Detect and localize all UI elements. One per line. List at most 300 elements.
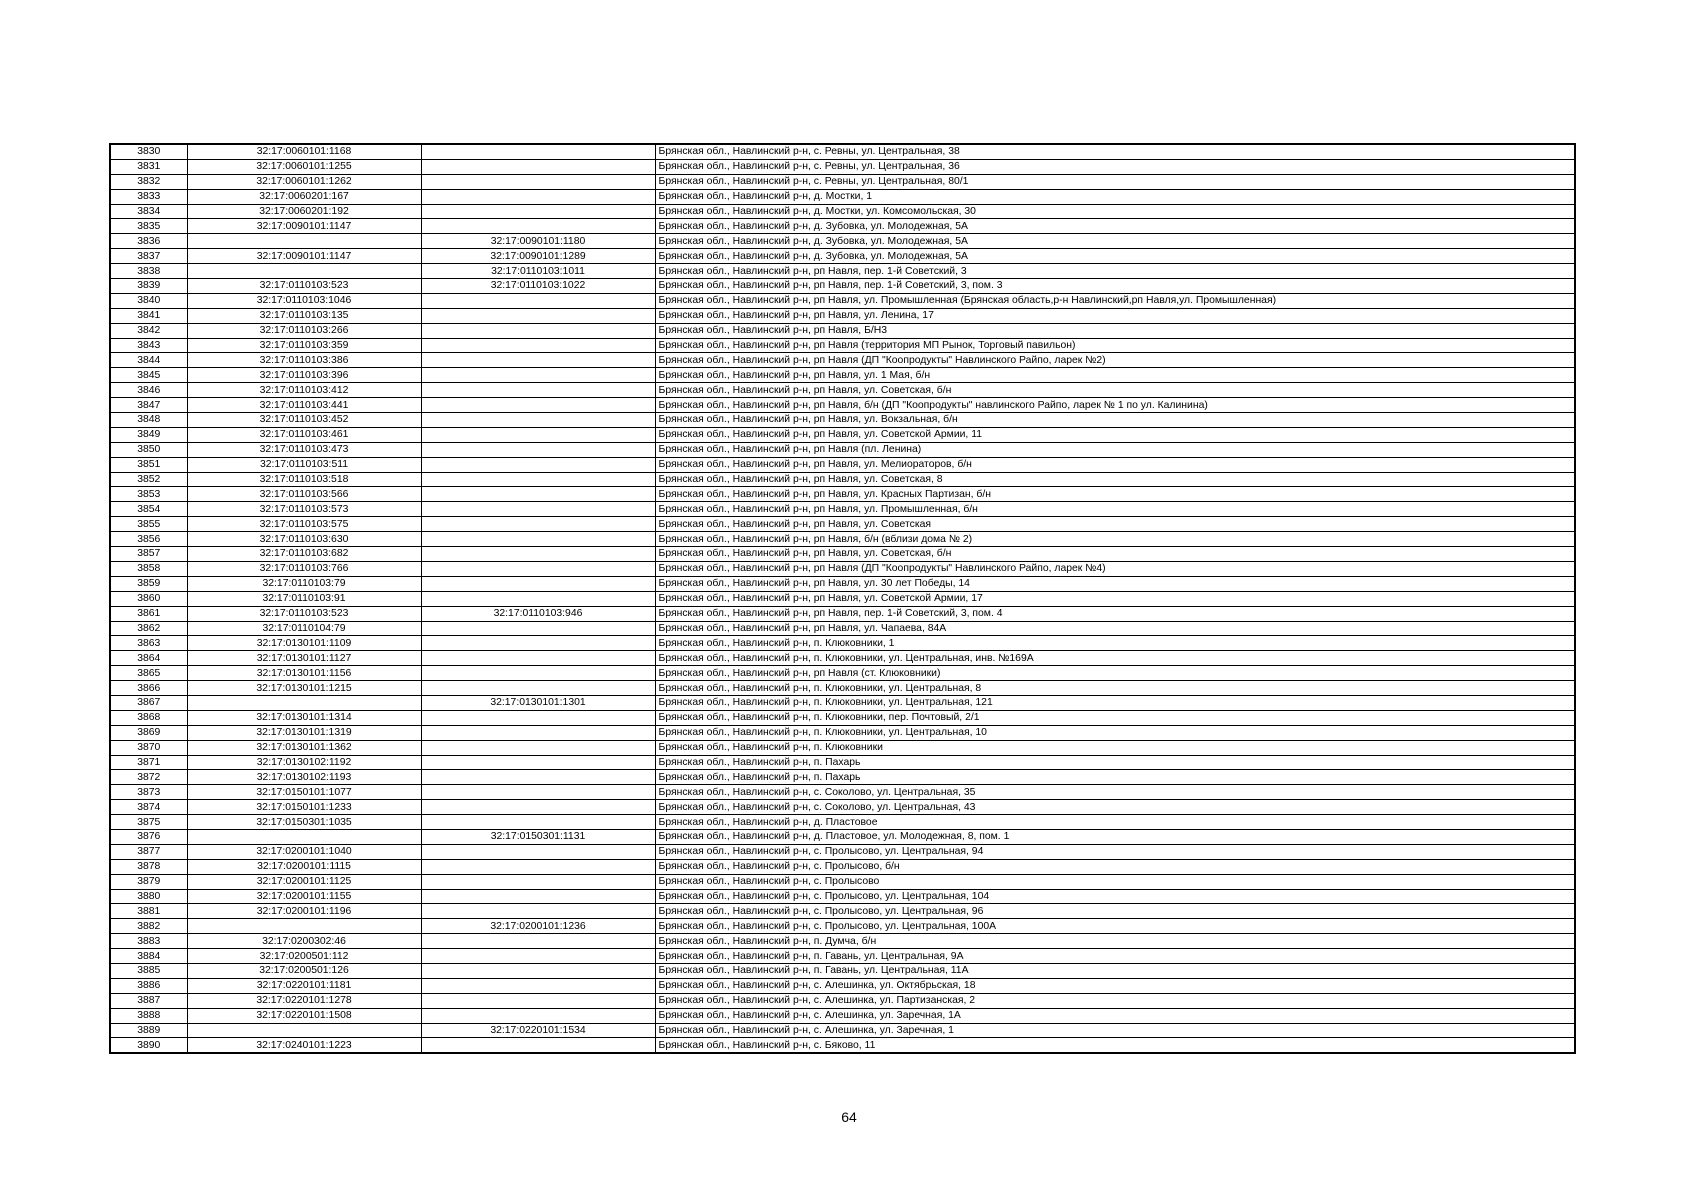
address-cell: Брянская обл., Навлинский р-н, рп Навля, б/н (ДП "Коопродукты" навлинского Райпо, ларек № 1 по ул. Калинина) xyxy=(655,398,1575,413)
premises-cadastral-number-cell xyxy=(421,815,655,830)
premises-cadastral-number-cell xyxy=(421,219,655,234)
address-cell: Брянская обл., Навлинский р-н, п. Клюковники, пер. Почтовый, 2/1 xyxy=(655,710,1575,725)
row-number-cell: 3883 xyxy=(110,934,187,949)
table-row xyxy=(110,963,1575,978)
cadastral-number-cell: 32:17:0220101:1181 xyxy=(187,978,421,993)
address-cell: Брянская обл., Навлинский р-н, рп Навля, ул. Промышленная, б/н xyxy=(655,502,1575,517)
address-cell: Брянская обл., Навлинский р-н, п. Гавань, ул. Центральная, 9А xyxy=(655,949,1575,964)
cadastral-number-cell: 32:17:0220101:1508 xyxy=(187,1008,421,1023)
address-cell: Брянская обл., Навлинский р-н, с. Пролысово, б/н xyxy=(655,859,1575,874)
row-number-cell: 3856 xyxy=(110,532,187,547)
table-row xyxy=(110,159,1575,174)
row-number-cell: 3845 xyxy=(110,368,187,383)
premises-cadastral-number-cell xyxy=(421,859,655,874)
table-row xyxy=(110,234,1575,249)
address-cell: Брянская обл., Навлинский р-н, рп Навля, ул. Красных Партизан, б/н xyxy=(655,487,1575,502)
cadastral-number-cell xyxy=(187,919,421,934)
row-number-cell: 3831 xyxy=(110,159,187,174)
premises-cadastral-number-cell xyxy=(421,874,655,889)
registry-table-body xyxy=(110,144,1575,1053)
premises-cadastral-number-cell xyxy=(421,472,655,487)
premises-cadastral-number-cell xyxy=(421,889,655,904)
premises-cadastral-number-cell xyxy=(421,681,655,696)
table-row xyxy=(110,606,1575,621)
address-cell: Брянская обл., Навлинский р-н, п. Клюковники, ул. Центральная, 8 xyxy=(655,681,1575,696)
row-number-cell: 3852 xyxy=(110,472,187,487)
premises-cadastral-number-cell xyxy=(421,398,655,413)
premises-cadastral-number-cell xyxy=(421,978,655,993)
cadastral-number-cell: 32:17:0110103:523 xyxy=(187,606,421,621)
table-row xyxy=(110,829,1575,844)
address-cell: Брянская обл., Навлинский р-н, с. Пролысово, ул. Центральная, 96 xyxy=(655,904,1575,919)
premises-cadastral-number-cell xyxy=(421,591,655,606)
address-cell: Брянская обл., Навлинский р-н, с. Алешинка, ул. Октябрьская, 18 xyxy=(655,978,1575,993)
cadastral-number-cell: 32:17:0110103:412 xyxy=(187,383,421,398)
cadastral-number-cell: 32:17:0110103:452 xyxy=(187,413,421,428)
row-number-cell: 3854 xyxy=(110,502,187,517)
table-row xyxy=(110,144,1575,159)
address-cell: Брянская обл., Навлинский р-н, рп Навля, ул. Советская xyxy=(655,517,1575,532)
table-row xyxy=(110,591,1575,606)
table-row xyxy=(110,651,1575,666)
premises-cadastral-number-cell: 32:17:0200101:1236 xyxy=(421,919,655,934)
table-row xyxy=(110,487,1575,502)
table-row xyxy=(110,904,1575,919)
address-cell: Брянская обл., Навлинский р-н, д. Мостки, 1 xyxy=(655,189,1575,204)
address-cell: Брянская обл., Навлинский р-н, п. Пахарь xyxy=(655,770,1575,785)
cadastral-number-cell: 32:17:0130101:1109 xyxy=(187,636,421,651)
premises-cadastral-number-cell xyxy=(421,710,655,725)
cadastral-number-cell: 32:17:0150101:1233 xyxy=(187,800,421,815)
table-row xyxy=(110,457,1575,472)
table-row xyxy=(110,502,1575,517)
table-row xyxy=(110,383,1575,398)
row-number-cell: 3860 xyxy=(110,591,187,606)
premises-cadastral-number-cell xyxy=(421,174,655,189)
cadastral-number-cell: 32:17:0060201:167 xyxy=(187,189,421,204)
address-cell: Брянская обл., Навлинский р-н, с. Соколово, ул. Центральная, 43 xyxy=(655,800,1575,815)
row-number-cell: 3876 xyxy=(110,829,187,844)
table-row xyxy=(110,1038,1575,1053)
address-cell: Брянская обл., Навлинский р-н, п. Клюковники xyxy=(655,740,1575,755)
premises-cadastral-number-cell xyxy=(421,427,655,442)
premises-cadastral-number-cell: 32:17:0220101:1534 xyxy=(421,1023,655,1038)
row-number-cell: 3885 xyxy=(110,963,187,978)
row-number-cell: 3866 xyxy=(110,681,187,696)
premises-cadastral-number-cell xyxy=(421,457,655,472)
row-number-cell: 3847 xyxy=(110,398,187,413)
address-cell: Брянская обл., Навлинский р-н, рп Навля (территория МП Рынок, Торговый павильон) xyxy=(655,338,1575,353)
table-row xyxy=(110,1023,1575,1038)
table-row xyxy=(110,666,1575,681)
row-number-cell: 3867 xyxy=(110,695,187,710)
premises-cadastral-number-cell xyxy=(421,517,655,532)
address-cell: Брянская обл., Навлинский р-н, рп Навля, Б/Н3 xyxy=(655,323,1575,338)
table-row xyxy=(110,785,1575,800)
row-number-cell: 3835 xyxy=(110,219,187,234)
row-number-cell: 3871 xyxy=(110,755,187,770)
table-row xyxy=(110,815,1575,830)
premises-cadastral-number-cell xyxy=(421,636,655,651)
premises-cadastral-number-cell xyxy=(421,755,655,770)
cadastral-number-cell: 32:17:0200501:112 xyxy=(187,949,421,964)
premises-cadastral-number-cell: 32:17:0110103:946 xyxy=(421,606,655,621)
cadastral-number-cell: 32:17:0090101:1147 xyxy=(187,249,421,264)
cadastral-number-cell: 32:17:0110103:473 xyxy=(187,442,421,457)
address-cell: Брянская обл., Навлинский р-н, рп Навля, пер. 1-й Советский, 3 xyxy=(655,264,1575,279)
cadastral-number-cell: 32:17:0200501:126 xyxy=(187,963,421,978)
premises-cadastral-number-cell: 32:17:0150301:1131 xyxy=(421,829,655,844)
table-row xyxy=(110,561,1575,576)
cadastral-number-cell: 32:17:0220101:1278 xyxy=(187,993,421,1008)
address-cell: Брянская обл., Навлинский р-н, с. Алешинка, ул. Заречная, 1 xyxy=(655,1023,1575,1038)
cadastral-number-cell: 32:17:0130102:1193 xyxy=(187,770,421,785)
table-row xyxy=(110,547,1575,562)
premises-cadastral-number-cell xyxy=(421,293,655,308)
table-row xyxy=(110,710,1575,725)
address-cell: Брянская обл., Навлинский р-н, с. Пролысово, ул. Центральная, 94 xyxy=(655,844,1575,859)
cadastral-number-cell: 32:17:0110103:91 xyxy=(187,591,421,606)
table-row xyxy=(110,398,1575,413)
premises-cadastral-number-cell xyxy=(421,532,655,547)
premises-cadastral-number-cell: 32:17:0090101:1180 xyxy=(421,234,655,249)
cadastral-number-cell: 32:17:0110103:575 xyxy=(187,517,421,532)
cadastral-number-cell: 32:17:0090101:1147 xyxy=(187,219,421,234)
address-cell: Брянская обл., Навлинский р-н, рп Навля, ул. Чапаева, 84А xyxy=(655,621,1575,636)
table-row xyxy=(110,442,1575,457)
table-row xyxy=(110,189,1575,204)
cadastral-number-cell: 32:17:0110103:566 xyxy=(187,487,421,502)
table-row xyxy=(110,264,1575,279)
address-cell: Брянская обл., Навлинский р-н, п. Гавань, ул. Центральная, 11А xyxy=(655,963,1575,978)
premises-cadastral-number-cell xyxy=(421,740,655,755)
cadastral-number-cell: 32:17:0110103:766 xyxy=(187,561,421,576)
table-row xyxy=(110,740,1575,755)
cadastral-number-cell xyxy=(187,234,421,249)
cadastral-number-cell: 32:17:0130101:1156 xyxy=(187,666,421,681)
table-row xyxy=(110,323,1575,338)
address-cell: Брянская обл., Навлинский р-н, п. Клюковники, ул. Центральная, инв. №169А xyxy=(655,651,1575,666)
row-number-cell: 3879 xyxy=(110,874,187,889)
row-number-cell: 3855 xyxy=(110,517,187,532)
table-row xyxy=(110,755,1575,770)
table-row xyxy=(110,725,1575,740)
cadastral-number-cell: 32:17:0150101:1077 xyxy=(187,785,421,800)
cadastral-number-cell: 32:17:0130101:1314 xyxy=(187,710,421,725)
premises-cadastral-number-cell xyxy=(421,323,655,338)
cadastral-number-cell: 32:17:0110103:79 xyxy=(187,576,421,591)
address-cell: Брянская обл., Навлинский р-н, с. Ревны, ул. Центральная, 36 xyxy=(655,159,1575,174)
row-number-cell: 3869 xyxy=(110,725,187,740)
row-number-cell: 3836 xyxy=(110,234,187,249)
cadastral-number-cell: 32:17:0200101:1115 xyxy=(187,859,421,874)
address-cell: Брянская обл., Навлинский р-н, рп Навля (ДП "Коопродукты" Навлинского Райпо, ларек №4) xyxy=(655,561,1575,576)
row-number-cell: 3848 xyxy=(110,413,187,428)
row-number-cell: 3890 xyxy=(110,1038,187,1053)
address-cell: Брянская обл., Навлинский р-н, рп Навля (пл. Ленина) xyxy=(655,442,1575,457)
premises-cadastral-number-cell xyxy=(421,383,655,398)
row-number-cell: 3882 xyxy=(110,919,187,934)
cadastral-number-cell: 32:17:0110103:266 xyxy=(187,323,421,338)
address-cell: Брянская обл., Навлинский р-н, п. Клюковники, ул. Центральная, 10 xyxy=(655,725,1575,740)
premises-cadastral-number-cell: 32:17:0130101:1301 xyxy=(421,695,655,710)
address-cell: Брянская обл., Навлинский р-н, д. Зубовка, ул. Молодежная, 5А xyxy=(655,219,1575,234)
address-cell: Брянская обл., Навлинский р-н, рп Навля (ст. Клюковники) xyxy=(655,666,1575,681)
address-cell: Брянская обл., Навлинский р-н, рп Навля, ул. Мелиораторов, б/н xyxy=(655,457,1575,472)
table-row xyxy=(110,338,1575,353)
row-number-cell: 3861 xyxy=(110,606,187,621)
address-cell: Брянская обл., Навлинский р-н, с. Ревны, ул. Центральная, 80/1 xyxy=(655,174,1575,189)
row-number-cell: 3880 xyxy=(110,889,187,904)
cadastral-number-cell xyxy=(187,264,421,279)
premises-cadastral-number-cell: 32:17:0090101:1289 xyxy=(421,249,655,264)
premises-cadastral-number-cell xyxy=(421,413,655,428)
premises-cadastral-number-cell xyxy=(421,547,655,562)
address-cell: Брянская обл., Навлинский р-н, с. Пролысово, ул. Центральная, 100А xyxy=(655,919,1575,934)
row-number-cell: 3830 xyxy=(110,144,187,159)
cadastral-number-cell: 32:17:0130101:1362 xyxy=(187,740,421,755)
table-row xyxy=(110,681,1575,696)
table-row xyxy=(110,517,1575,532)
premises-cadastral-number-cell xyxy=(421,770,655,785)
row-number-cell: 3878 xyxy=(110,859,187,874)
premises-cadastral-number-cell xyxy=(421,800,655,815)
cadastral-number-cell: 32:17:0130101:1127 xyxy=(187,651,421,666)
row-number-cell: 3887 xyxy=(110,993,187,1008)
table-row xyxy=(110,949,1575,964)
table-row xyxy=(110,844,1575,859)
address-cell: Брянская обл., Навлинский р-н, рп Навля, ул. 1 Мая, б/н xyxy=(655,368,1575,383)
row-number-cell: 3857 xyxy=(110,547,187,562)
address-cell: Брянская обл., Навлинский р-н, д. Пластовое xyxy=(655,815,1575,830)
table-row xyxy=(110,874,1575,889)
address-cell: Брянская обл., Навлинский р-н, рп Навля, ул. Ленина, 17 xyxy=(655,308,1575,323)
address-cell: Брянская обл., Навлинский р-н, д. Зубовка, ул. Молодежная, 5А xyxy=(655,234,1575,249)
address-cell: Брянская обл., Навлинский р-н, рп Навля, ул. Советской Армии, 11 xyxy=(655,427,1575,442)
registry-table xyxy=(109,143,1576,1054)
row-number-cell: 3863 xyxy=(110,636,187,651)
row-number-cell: 3889 xyxy=(110,1023,187,1038)
cadastral-number-cell: 32:17:0060101:1262 xyxy=(187,174,421,189)
address-cell: Брянская обл., Навлинский р-н, с. Бяково, 11 xyxy=(655,1038,1575,1053)
address-cell: Брянская обл., Навлинский р-н, с. Алешинка, ул. Заречная, 1А xyxy=(655,1008,1575,1023)
cadastral-number-cell: 32:17:0110103:1046 xyxy=(187,293,421,308)
premises-cadastral-number-cell xyxy=(421,621,655,636)
table-row xyxy=(110,636,1575,651)
cadastral-number-cell: 32:17:0110103:573 xyxy=(187,502,421,517)
row-number-cell: 3853 xyxy=(110,487,187,502)
cadastral-number-cell: 32:17:0110103:359 xyxy=(187,338,421,353)
premises-cadastral-number-cell xyxy=(421,561,655,576)
address-cell: Брянская обл., Навлинский р-н, с. Пролысово xyxy=(655,874,1575,889)
premises-cadastral-number-cell xyxy=(421,785,655,800)
table-row xyxy=(110,1008,1575,1023)
row-number-cell: 3832 xyxy=(110,174,187,189)
table-row xyxy=(110,621,1575,636)
row-number-cell: 3872 xyxy=(110,770,187,785)
premises-cadastral-number-cell xyxy=(421,666,655,681)
row-number-cell: 3862 xyxy=(110,621,187,636)
address-cell: Брянская обл., Навлинский р-н, п. Клюковники, ул. Центральная, 121 xyxy=(655,695,1575,710)
cadastral-number-cell: 32:17:0060101:1168 xyxy=(187,144,421,159)
premises-cadastral-number-cell xyxy=(421,1038,655,1053)
cadastral-number-cell: 32:17:0110103:682 xyxy=(187,547,421,562)
premises-cadastral-number-cell xyxy=(421,308,655,323)
table-row xyxy=(110,427,1575,442)
table-row xyxy=(110,978,1575,993)
row-number-cell: 3843 xyxy=(110,338,187,353)
table-row xyxy=(110,800,1575,815)
table-row xyxy=(110,249,1575,264)
row-number-cell: 3874 xyxy=(110,800,187,815)
premises-cadastral-number-cell xyxy=(421,904,655,919)
cadastral-number-cell: 32:17:0110103:135 xyxy=(187,308,421,323)
premises-cadastral-number-cell xyxy=(421,934,655,949)
address-cell: Брянская обл., Навлинский р-н, с. Алешинка, ул. Партизанская, 2 xyxy=(655,993,1575,1008)
table-row xyxy=(110,472,1575,487)
cadastral-number-cell: 32:17:0130101:1319 xyxy=(187,725,421,740)
address-cell: Брянская обл., Навлинский р-н, п. Пахарь xyxy=(655,755,1575,770)
address-cell: Брянская обл., Навлинский р-н, д. Зубовка, ул. Молодежная, 5А xyxy=(655,249,1575,264)
row-number-cell: 3842 xyxy=(110,323,187,338)
premises-cadastral-number-cell xyxy=(421,725,655,740)
premises-cadastral-number-cell xyxy=(421,487,655,502)
row-number-cell: 3838 xyxy=(110,264,187,279)
address-cell: Брянская обл., Навлинский р-н, п. Клюковники, 1 xyxy=(655,636,1575,651)
table-row xyxy=(110,353,1575,368)
row-number-cell: 3840 xyxy=(110,293,187,308)
table-row xyxy=(110,993,1575,1008)
table-row xyxy=(110,293,1575,308)
address-cell: Брянская обл., Навлинский р-н, рп Навля, ул. Советская, б/н xyxy=(655,547,1575,562)
premises-cadastral-number-cell xyxy=(421,189,655,204)
cadastral-number-cell: 32:17:0110103:441 xyxy=(187,398,421,413)
cadastral-number-cell: 32:17:0110103:518 xyxy=(187,472,421,487)
cadastral-number-cell: 32:17:0110103:630 xyxy=(187,532,421,547)
row-number-cell: 3839 xyxy=(110,279,187,294)
cadastral-number-cell: 32:17:0130102:1192 xyxy=(187,755,421,770)
row-number-cell: 3858 xyxy=(110,561,187,576)
table-row xyxy=(110,308,1575,323)
cadastral-number-cell: 32:17:0200101:1196 xyxy=(187,904,421,919)
table-row xyxy=(110,413,1575,428)
cadastral-number-cell xyxy=(187,695,421,710)
premises-cadastral-number-cell xyxy=(421,353,655,368)
cadastral-number-cell xyxy=(187,1023,421,1038)
row-number-cell: 3849 xyxy=(110,427,187,442)
cadastral-number-cell xyxy=(187,829,421,844)
row-number-cell: 3834 xyxy=(110,204,187,219)
premises-cadastral-number-cell: 32:17:0110103:1022 xyxy=(421,279,655,294)
row-number-cell: 3846 xyxy=(110,383,187,398)
cadastral-number-cell: 32:17:0110103:396 xyxy=(187,368,421,383)
premises-cadastral-number-cell xyxy=(421,844,655,859)
row-number-cell: 3877 xyxy=(110,844,187,859)
address-cell: Брянская обл., Навлинский р-н, с. Соколово, ул. Центральная, 35 xyxy=(655,785,1575,800)
cadastral-number-cell: 32:17:0200302:46 xyxy=(187,934,421,949)
row-number-cell: 3859 xyxy=(110,576,187,591)
cadastral-number-cell: 32:17:0240101:1223 xyxy=(187,1038,421,1053)
address-cell: Брянская обл., Навлинский р-н, рп Навля, ул. Советская, б/н xyxy=(655,383,1575,398)
table-row xyxy=(110,576,1575,591)
premises-cadastral-number-cell xyxy=(421,502,655,517)
cadastral-number-cell: 32:17:0110104:79 xyxy=(187,621,421,636)
table-row xyxy=(110,695,1575,710)
cadastral-number-cell: 32:17:0110103:461 xyxy=(187,427,421,442)
cadastral-number-cell: 32:17:0200101:1155 xyxy=(187,889,421,904)
row-number-cell: 3886 xyxy=(110,978,187,993)
row-number-cell: 3865 xyxy=(110,666,187,681)
row-number-cell: 3841 xyxy=(110,308,187,323)
premises-cadastral-number-cell xyxy=(421,204,655,219)
row-number-cell: 3850 xyxy=(110,442,187,457)
premises-cadastral-number-cell xyxy=(421,1008,655,1023)
address-cell: Брянская обл., Навлинский р-н, рп Навля, пер. 1-й Советский, 3, пом. 3 xyxy=(655,279,1575,294)
page-number: 64 xyxy=(841,1109,857,1125)
table-row xyxy=(110,889,1575,904)
cadastral-number-cell: 32:17:0060101:1255 xyxy=(187,159,421,174)
address-cell: Брянская обл., Навлинский р-н, с. Ревны, ул. Центральная, 38 xyxy=(655,144,1575,159)
cadastral-number-cell: 32:17:0110103:511 xyxy=(187,457,421,472)
premises-cadastral-number-cell xyxy=(421,144,655,159)
premises-cadastral-number-cell xyxy=(421,368,655,383)
row-number-cell: 3881 xyxy=(110,904,187,919)
table-row xyxy=(110,174,1575,189)
address-cell: Брянская обл., Навлинский р-н, рп Навля, ул. Советская, 8 xyxy=(655,472,1575,487)
table-row xyxy=(110,859,1575,874)
table-row xyxy=(110,368,1575,383)
cadastral-number-cell: 32:17:0110103:386 xyxy=(187,353,421,368)
cadastral-number-cell: 32:17:0130101:1215 xyxy=(187,681,421,696)
row-number-cell: 3884 xyxy=(110,949,187,964)
table-row xyxy=(110,279,1575,294)
address-cell: Брянская обл., Навлинский р-н, рп Навля, б/н (вблизи дома № 2) xyxy=(655,532,1575,547)
table-row xyxy=(110,934,1575,949)
row-number-cell: 3833 xyxy=(110,189,187,204)
cadastral-number-cell: 32:17:0060201:192 xyxy=(187,204,421,219)
premises-cadastral-number-cell xyxy=(421,338,655,353)
row-number-cell: 3864 xyxy=(110,651,187,666)
address-cell: Брянская обл., Навлинский р-н, с. Пролысово, ул. Центральная, 104 xyxy=(655,889,1575,904)
premises-cadastral-number-cell xyxy=(421,949,655,964)
premises-cadastral-number-cell xyxy=(421,576,655,591)
address-cell: Брянская обл., Навлинский р-н, п. Думча, б/н xyxy=(655,934,1575,949)
premises-cadastral-number-cell xyxy=(421,963,655,978)
row-number-cell: 3868 xyxy=(110,710,187,725)
address-cell: Брянская обл., Навлинский р-н, рп Навля, ул. 30 лет Победы, 14 xyxy=(655,576,1575,591)
address-cell: Брянская обл., Навлинский р-н, д. Мостки, ул. Комсомольская, 30 xyxy=(655,204,1575,219)
row-number-cell: 3888 xyxy=(110,1008,187,1023)
address-cell: Брянская обл., Навлинский р-н, рп Навля, ул. Советской Армии, 17 xyxy=(655,591,1575,606)
table-row xyxy=(110,532,1575,547)
premises-cadastral-number-cell: 32:17:0110103:1011 xyxy=(421,264,655,279)
address-cell: Брянская обл., Навлинский р-н, д. Пластовое, ул. Молодежная, 8, пом. 1 xyxy=(655,829,1575,844)
row-number-cell: 3851 xyxy=(110,457,187,472)
address-cell: Брянская обл., Навлинский р-н, рп Навля, пер. 1-й Советский, 3, пом. 4 xyxy=(655,606,1575,621)
address-cell: Брянская обл., Навлинский р-н, рп Навля, ул. Вокзальная, б/н xyxy=(655,413,1575,428)
premises-cadastral-number-cell xyxy=(421,442,655,457)
cadastral-number-cell: 32:17:0200101:1125 xyxy=(187,874,421,889)
cadastral-number-cell: 32:17:0110103:523 xyxy=(187,279,421,294)
row-number-cell: 3870 xyxy=(110,740,187,755)
premises-cadastral-number-cell xyxy=(421,651,655,666)
table-row xyxy=(110,219,1575,234)
row-number-cell: 3837 xyxy=(110,249,187,264)
premises-cadastral-number-cell xyxy=(421,159,655,174)
cadastral-number-cell: 32:17:0150301:1035 xyxy=(187,815,421,830)
table-row xyxy=(110,770,1575,785)
address-cell: Брянская обл., Навлинский р-н, рп Навля, ул. Промышленная (Брянская область,р-н Навлинский,рп Навля,ул. Промышленная) xyxy=(655,293,1575,308)
